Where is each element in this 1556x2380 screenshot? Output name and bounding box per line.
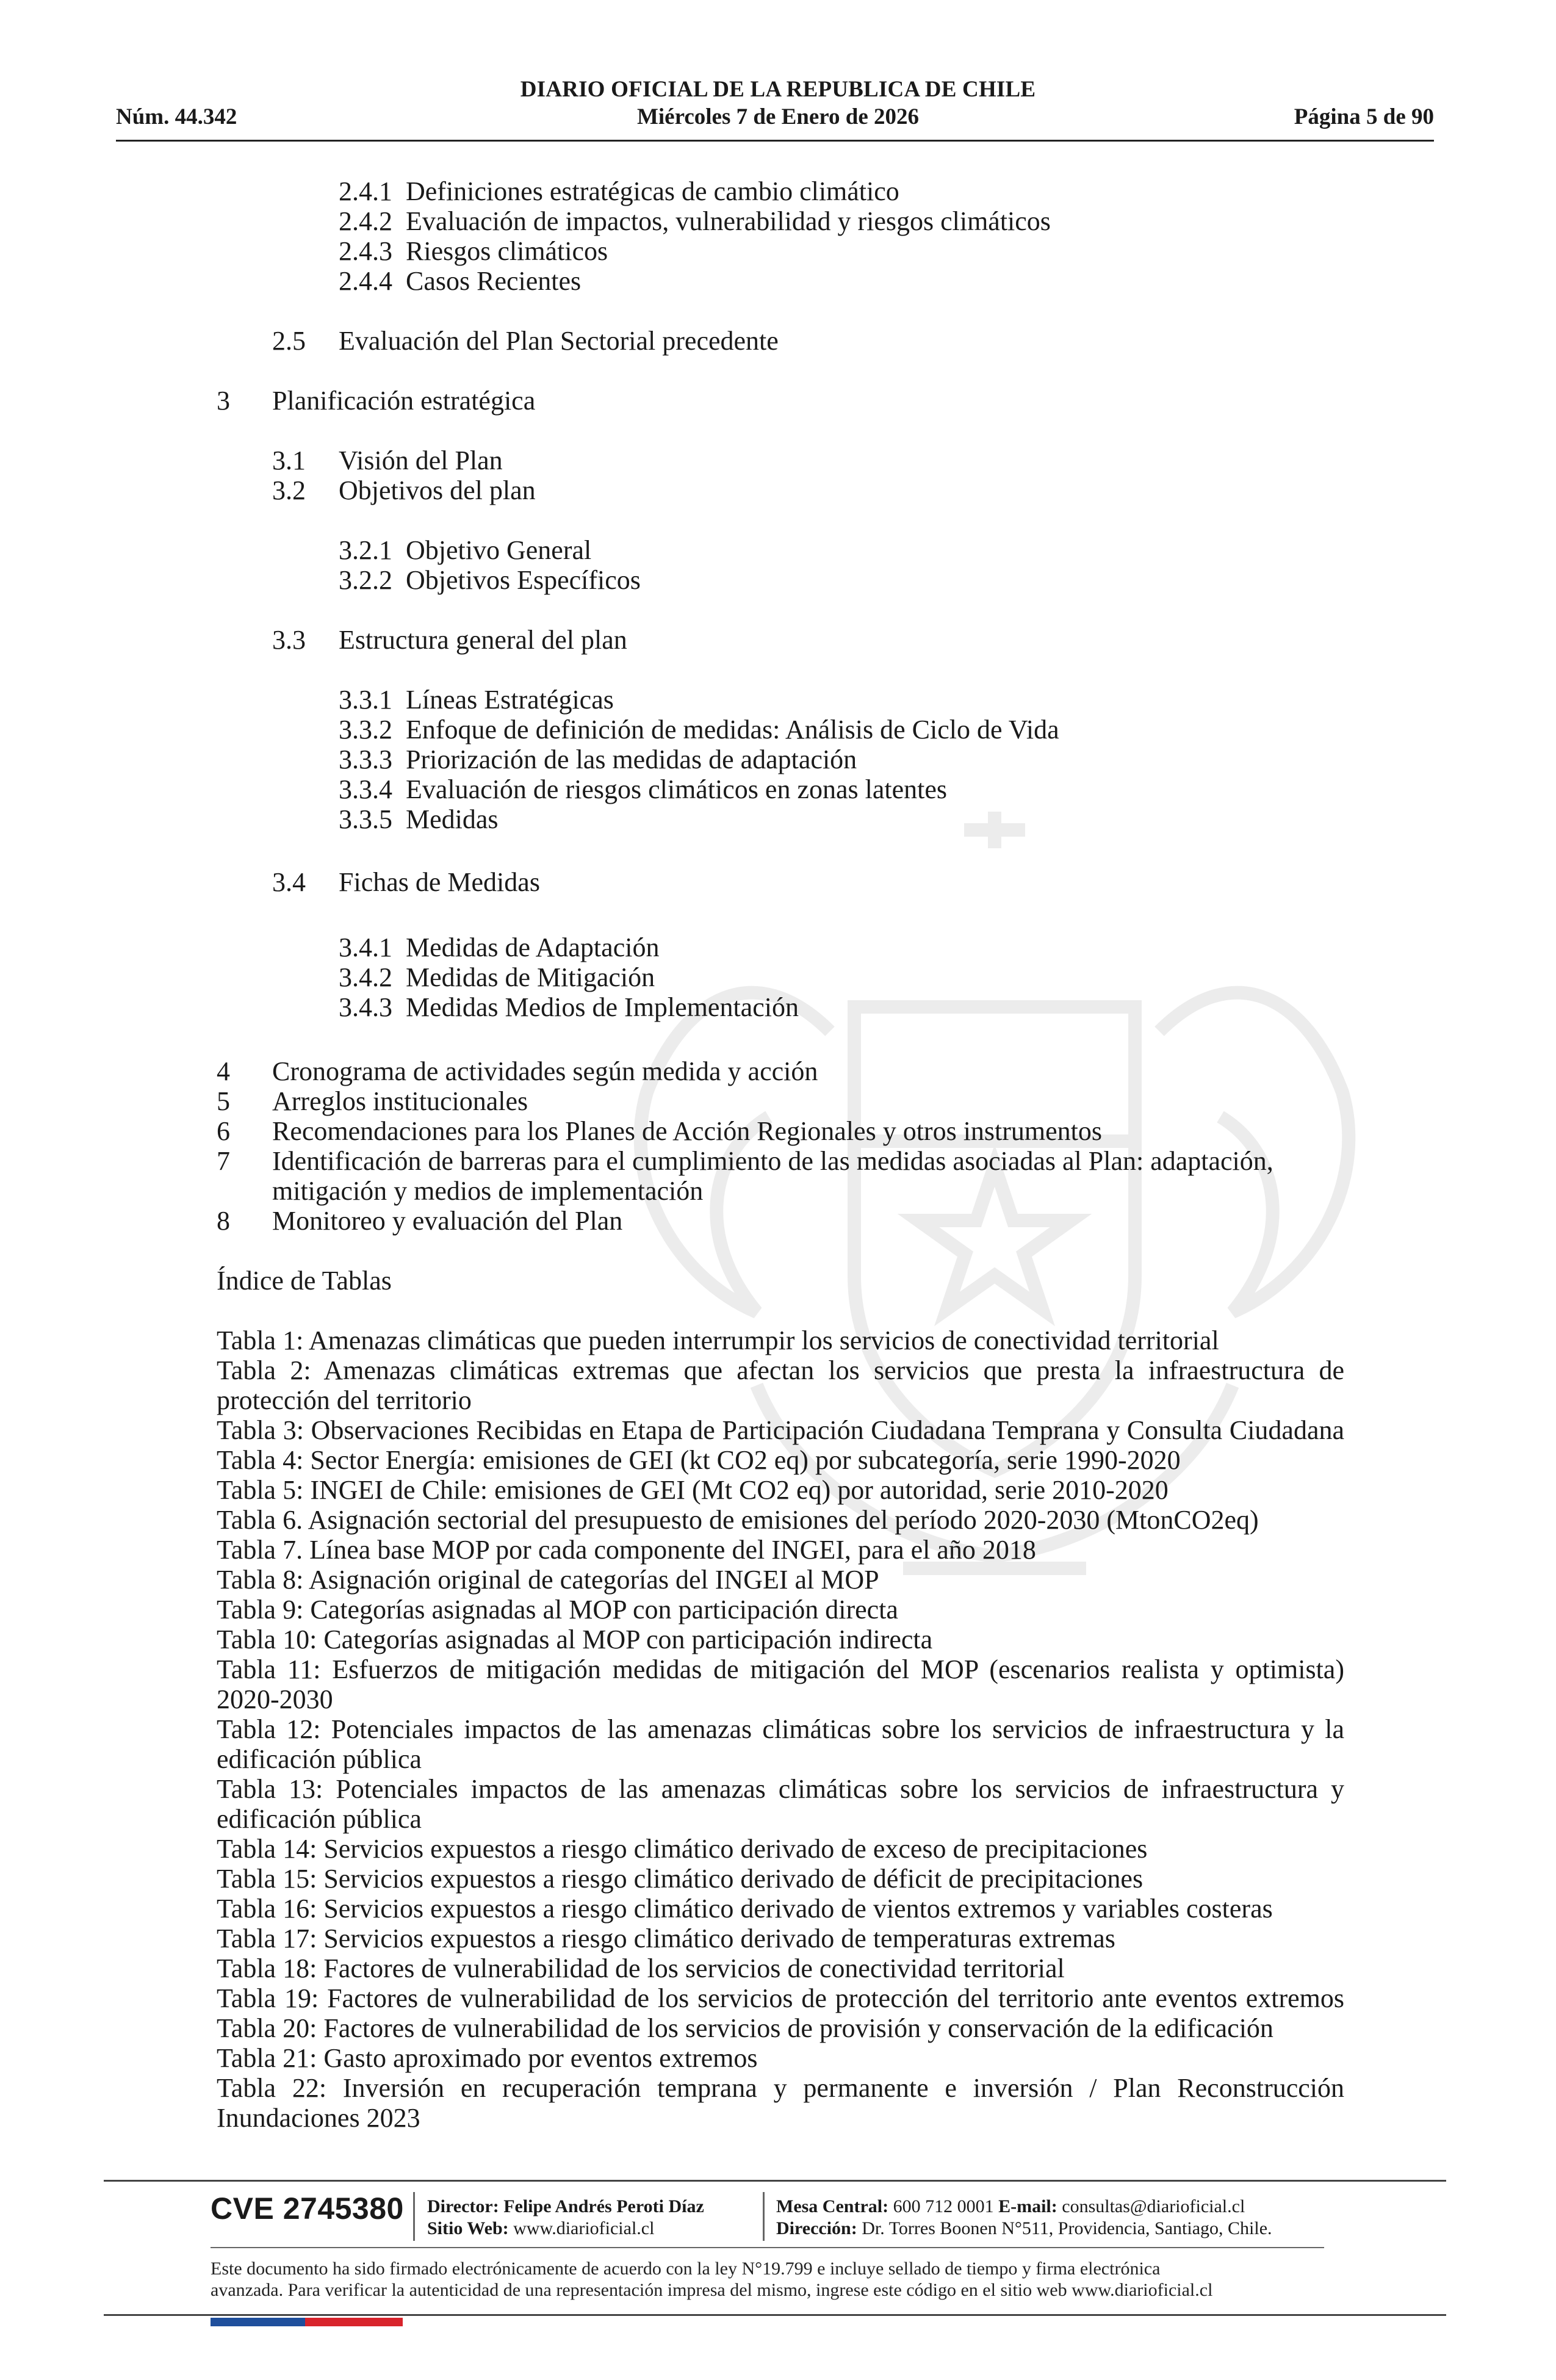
issue-number: Núm. 44.342	[116, 104, 237, 129]
table-entry: Tabla 17: Servicios expuestos a riesgo climático derivado de temperaturas extremas	[217, 1924, 1115, 1953]
toc-entry-3-2-2	[339, 565, 641, 595]
toc-text: Objetivos Específicos	[406, 565, 641, 595]
toc-text: Casos Recientes	[406, 266, 582, 296]
toc-number: 2.4.2	[339, 206, 392, 236]
toc-entry-2-4-1	[339, 176, 899, 206]
toc-entry-8	[217, 1206, 622, 1236]
footer-contact	[776, 2196, 1245, 2218]
toc-entry-3-3-5	[339, 804, 499, 834]
table-entry: Tabla 10: Categorías asignadas al MOP con participación indirecta	[217, 1625, 933, 1654]
table-entry: Tabla 19: Factores de vulnerabilidad de los servicios de protección del territorio ante eventos extremos	[217, 1983, 1344, 2013]
toc-entry-3-3-3	[339, 745, 857, 774]
mesa-label: Mesa Central:	[776, 2196, 889, 2216]
toc-text: Priorización de las medidas de adaptación	[406, 745, 857, 774]
footer-divider-top	[104, 2180, 1446, 2182]
email-link[interactable]: consultas@diarioficial.cl	[1062, 2196, 1245, 2216]
table-entry: Tabla 14: Servicios expuestos a riesgo climático derivado de exceso de precipitaciones	[217, 1834, 1148, 1864]
cve-code: CVE 2745380	[211, 2191, 404, 2226]
toc-entry-3-4-3	[339, 992, 799, 1022]
table-entry: Tabla 16: Servicios expuestos a riesgo climático derivado de vientos extremos y variables costeras	[217, 1894, 1273, 1924]
table-entry: Tabla 7. Línea base MOP por cada componente del INGEI, para el año 2018	[217, 1535, 1036, 1565]
toc-entry-3-3-2	[339, 715, 1059, 745]
toc-text: Riesgos climáticos	[406, 236, 608, 266]
table-entry: Tabla 4: Sector Energía: emisiones de GEI (kt CO2 eq) por subcategoría, serie 1990-2020	[217, 1445, 1181, 1475]
toc-number: 2.4.3	[339, 236, 392, 266]
address-label: Dirección:	[776, 2218, 857, 2238]
toc-text: Estructura general del plan	[339, 625, 627, 655]
signature-notice-line: Este documento ha sido firmado electrónicamente de acuerdo con la ley N°19.799 e incluye sellado de tiempo y firma electrónica	[211, 2259, 1161, 2279]
table-entry: Tabla 11: Esfuerzos de mitigación medidas de mitigación del MOP (escenarios realista y optimista)	[217, 1654, 1344, 1684]
toc-entry-2-4-2	[339, 206, 1051, 236]
toc-text: Medidas de Adaptación	[406, 932, 660, 962]
toc-entry-3-3-1	[339, 685, 614, 715]
footer-director	[427, 2196, 704, 2218]
toc-entry-4	[217, 1056, 818, 1086]
toc-number: 8	[217, 1206, 230, 1236]
toc-number: 2.5	[272, 326, 306, 356]
table-entry: Tabla 3: Observaciones Recibidas en Etapa de Participación Ciudadana Temprana y Consulta Ciudadana	[217, 1415, 1344, 1445]
toc-text: Cronograma de actividades según medida y acción	[272, 1056, 818, 1086]
table-entry: Tabla 1: Amenazas climáticas que pueden interrumpir los servicios de conectividad territorial	[217, 1325, 1219, 1355]
toc-entry-2-5	[272, 326, 779, 356]
toc-number: 3.2.1	[339, 535, 392, 565]
tables-index-heading: Índice de Tablas	[217, 1266, 392, 1296]
footer-separator	[763, 2192, 765, 2241]
table-entry: Tabla 15: Servicios expuestos a riesgo climático derivado de déficit de precipitaciones	[217, 1864, 1144, 1894]
table-entry: Tabla 13: Potenciales impactos de las amenazas climáticas sobre los servicios de infraestructura y	[217, 1774, 1344, 1804]
toc-text: Objetivo General	[406, 535, 592, 565]
table-entry-continuation: edificación pública	[217, 1744, 422, 1774]
toc-entry-6	[217, 1116, 1102, 1146]
newspaper-title: DIARIO OFICIAL DE LA REPUBLICA DE CHILE	[520, 77, 1036, 102]
table-entry-continuation: protección del territorio	[217, 1385, 472, 1415]
table-entry: Tabla 5: INGEI de Chile: emisiones de GEI (Mt CO2 eq) por autoridad, serie 2010-2020	[217, 1475, 1169, 1505]
toc-number: 3	[217, 386, 230, 416]
director-label: Director:	[427, 2196, 499, 2216]
toc-text: Definiciones estratégicas de cambio climático	[406, 176, 899, 206]
signature-notice-line: avanzada. Para verificar la autenticidad de una representación impresa del mismo, ingrese este código en el sitio web www.diarioficial.cl	[211, 2280, 1213, 2300]
toc-text: Líneas Estratégicas	[406, 685, 614, 715]
toc-number: 5	[217, 1086, 230, 1116]
table-entry: Tabla 20: Factores de vulnerabilidad de los servicios de provisión y conservación de la edificación	[217, 2013, 1273, 2043]
website-link[interactable]: www.diarioficial.cl	[513, 2218, 655, 2238]
toc-entry-3-4-2	[339, 962, 655, 992]
toc-number: 7	[217, 1146, 230, 1176]
toc-entry-7-continuation: mitigación y medios de implementación	[272, 1176, 704, 1206]
toc-text: Fichas de Medidas	[339, 867, 540, 897]
director-name: Felipe Andrés Peroti Díaz	[503, 2196, 704, 2216]
footer-divider-middle	[211, 2247, 1324, 2248]
toc-entry-2-4-3	[339, 236, 608, 266]
tables-index-list	[217, 1325, 1344, 2133]
toc-entry-3-3	[272, 625, 627, 655]
toc-number: 6	[217, 1116, 230, 1146]
toc-number: 3.2	[272, 475, 306, 505]
table-entry: Tabla 21: Gasto aproximado por eventos extremos	[217, 2043, 758, 2073]
table-entry: Tabla 8: Asignación original de categorías del INGEI al MOP	[217, 1565, 879, 1595]
table-entry: Tabla 2: Amenazas climáticas extremas que afectan los servicios que presta la infraestructura de	[217, 1355, 1344, 1385]
toc-text: Medidas	[406, 804, 499, 834]
toc-text: Recomendaciones para los Planes de Acción Regionales y otros instrumentos	[272, 1116, 1103, 1146]
toc-number: 3.1	[272, 445, 306, 475]
toc-number: 3.4.1	[339, 932, 392, 962]
toc-entry-3	[217, 386, 535, 416]
toc-entry-3-4	[272, 867, 540, 897]
toc-number: 3.4.3	[339, 992, 392, 1022]
table-entry: Tabla 9: Categorías asignadas al MOP con participación directa	[217, 1595, 898, 1625]
toc-text: Planificación estratégica	[272, 386, 536, 416]
toc-entry-7	[217, 1146, 1273, 1176]
table-entry-continuation: edificación pública	[217, 1804, 422, 1834]
toc-text: Evaluación de riesgos climáticos en zonas latentes	[406, 774, 948, 804]
toc-number: 3.3.2	[339, 715, 392, 745]
toc-entry-3-2	[272, 475, 536, 505]
toc-number: 2.4.4	[339, 266, 392, 296]
flag-stripe-red	[305, 2318, 403, 2326]
table-entry-continuation: 2020-2030	[217, 1684, 333, 1714]
toc-number: 3.3	[272, 625, 306, 655]
toc-text: Visión del Plan	[339, 445, 503, 475]
page-number: Página 5 de 90	[1294, 104, 1434, 129]
toc-text: Medidas Medios de Implementación	[406, 992, 799, 1022]
toc-text: Evaluación del Plan Sectorial precedente	[339, 326, 779, 356]
toc-number: 2.4.1	[339, 176, 392, 206]
footer-address	[776, 2218, 1272, 2240]
toc-text: Monitoreo y evaluación del Plan	[272, 1206, 623, 1236]
table-entry: Tabla 18: Factores de vulnerabilidad de los servicios de conectividad territorial	[217, 1953, 1065, 1983]
toc-text: Objetivos del plan	[339, 475, 536, 505]
flag-stripe-blue	[211, 2318, 305, 2326]
footer-divider-bottom	[104, 2314, 1446, 2316]
website-label: Sitio Web:	[427, 2218, 509, 2238]
toc-entry-3-3-4	[339, 774, 947, 804]
header-divider	[116, 140, 1434, 142]
toc-number: 3.2.2	[339, 565, 392, 595]
footer-website	[427, 2218, 654, 2240]
table-entry: Tabla 12: Potenciales impactos de las amenazas climáticas sobre los servicios de infraestructura y la	[217, 1714, 1344, 1744]
signature-notice	[211, 2258, 1324, 2301]
email-label: E-mail:	[998, 2196, 1057, 2216]
toc-number: 3.3.1	[339, 685, 392, 715]
table-entry: Tabla 22: Inversión en recuperación temprana y permanente e inversión / Plan Reconstrucción	[217, 2073, 1344, 2103]
mesa-phone: 600 712 0001	[893, 2196, 994, 2216]
table-entry-continuation: Inundaciones 2023	[217, 2103, 420, 2133]
toc-number: 4	[217, 1056, 230, 1086]
toc-text: Medidas de Mitigación	[406, 962, 655, 992]
toc-entry-3-1	[272, 445, 503, 475]
toc-number: 3.3.5	[339, 804, 392, 834]
toc-text: Arreglos institucionales	[272, 1086, 528, 1116]
toc-entry-3-4-1	[339, 932, 659, 962]
table-entry: Tabla 6. Asignación sectorial del presupuesto de emisiones del período 2020-2030 (MtonCO2eq)	[217, 1505, 1259, 1535]
toc-number: 3.4	[272, 867, 306, 897]
toc-entry-2-4-4	[339, 266, 581, 296]
toc-number: 3.3.4	[339, 774, 392, 804]
toc-text: Identificación de barreras para el cumplimiento de las medidas asociadas al Plan: adaptación,	[272, 1146, 1273, 1176]
issue-date: Miércoles 7 de Enero de 2026	[636, 104, 920, 129]
toc-number: 3.3.3	[339, 745, 392, 774]
toc-text: Evaluación de impactos, vulnerabilidad y riesgos climáticos	[406, 206, 1051, 236]
toc-number: 3.4.2	[339, 962, 392, 992]
toc-entry-3-2-1	[339, 535, 591, 565]
toc-text: Enfoque de definición de medidas: Análisis de Ciclo de Vida	[406, 715, 1059, 745]
footer-separator	[413, 2192, 415, 2241]
address-value: Dr. Torres Boonen N°511, Providencia, Santiago, Chile.	[862, 2218, 1272, 2238]
toc-entry-5	[217, 1086, 528, 1116]
